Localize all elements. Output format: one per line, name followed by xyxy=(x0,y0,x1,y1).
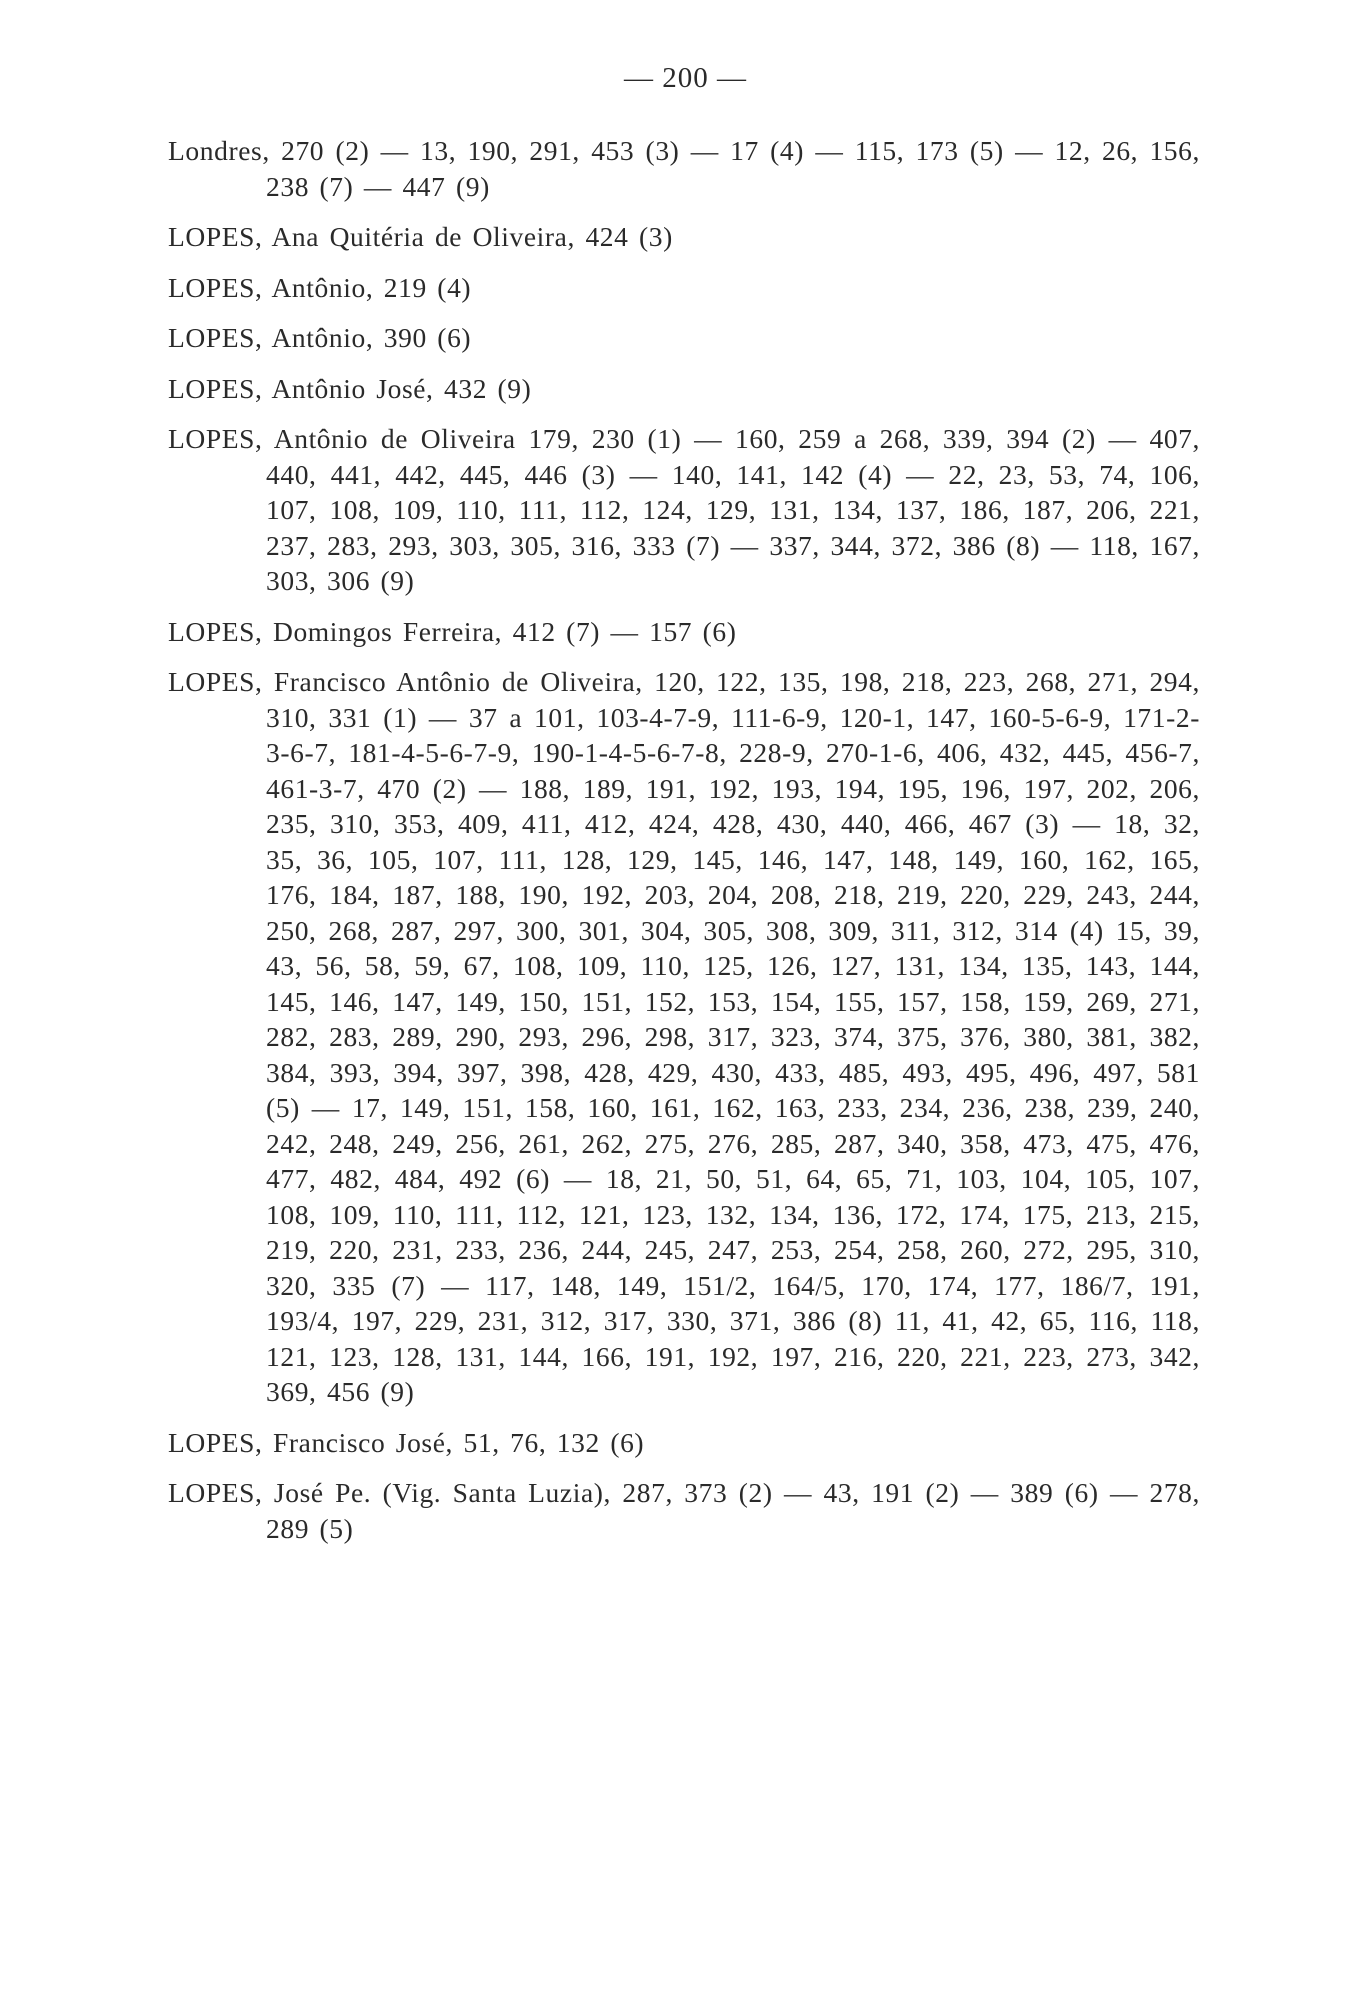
entry-references: 219 (4) xyxy=(383,271,472,303)
index-entry-lopes-ana-quiteria xyxy=(168,219,1200,255)
entry-references: 270 (2) — 13, 190, 291, 453 (3) — 17 (4) — 115, 173 (5) — 12, 26, 156, 238 (7) — 447 (9) xyxy=(266,135,1200,202)
index-entry-lopes-antonio-2 xyxy=(168,320,1200,356)
entry-references: 432 (9) xyxy=(444,372,532,404)
entry-heading: LOPES, Francisco José, xyxy=(168,1426,454,1458)
entry-heading: LOPES, Ana Quitéria de Oliveira, xyxy=(168,221,575,252)
index-entry-lopes-jose-pe xyxy=(168,1475,1200,1546)
index-entry-lopes-domingos-ferreira xyxy=(168,614,1200,650)
entry-references: 412 (7) — 157 (6) xyxy=(512,615,737,647)
index-entry-lopes-antonio-1 xyxy=(168,270,1200,306)
index-list xyxy=(168,133,1200,1561)
entry-heading: LOPES, Antônio, xyxy=(168,322,374,353)
entry-heading: LOPES, Antônio José, xyxy=(168,372,434,404)
index-entry-lopes-francisco-jose xyxy=(168,1425,1200,1461)
entry-references: 179, 230 (1) — 160, 259 a 268, 339, 394 (2) — 407, 440, 441, 442, 445, 446 (3) — 140, 141, 142 (4) — 22, 23, 53, 74, 106, 107, 108, 109, 110, 111, 112, 124, 129, 131, 134, 137, 186, 187, 206, 221, 237, 283, 293, 303, 305, 316, 333 (7) — 337, 344, 372, 386 (8) — 118, 167, 303, 306 (9) xyxy=(266,423,1201,596)
entry-references: 390 (6) xyxy=(383,322,472,353)
entry-heading: LOPES, Domingos Ferreira, xyxy=(168,615,503,647)
entry-heading: Londres, xyxy=(168,135,270,166)
page-number: — 200 — xyxy=(624,62,747,94)
entry-references: 120, 122, 135, 198, 218, 223, 268, 271, 294, 310, 331 (1) — 37 a 101, 103-4-7-9, 111-6-9, 120-1, 147, 160-5-6-9, 171-2-3-6-7, 181-4-5-6-7-9, 190-1-4-5-6-7-8, 228-9, 270-1-6, 406, 432, 445, 456-7, 461-3-7, 470 (2) — 188, 189, 191, 192, 193, 194, 195, 196, 197, 202, 206, 235, 310, 353, 409, 411, 412, 424, 428, 430, 440, 466, 467 (3) — 18, 32, 35, 36, 105, 107, 111, 128, 129, 145, 146, 147, 148, 149, 160, 162, 165, 176, 184, 187, 188, 190, 192, 203, 204, 208, 218, 219, 220, 229, 243, 244, 250, 268, 287, 297, 300, 301, 304, 305, 308, 309, 311, 312, 314 (4) 15, 39, 43, 56, 58, 59, 67, 108, 109, 110, 125, 126, 127, 131, 134, 135, 143, 144, 145, 146, 147, 149, 150, 151, 152, 153, 154, 155, 157, 158, 159, 269, 271, 282, 283, 289, 290, 293, 296, 298, 317, 323, 374, 375, 376, 380, 381, 382, 384, 393, 394, 397, 398, 428, 429, 430, 433, 485, 493, 495, 496, 497, 581 (5) — 17, 149, 151, 158, 160, 161, 162, 163, 233, 234, 236, 238, 239, 240, 242, 248, 249, 256, 261, 262, 275, 276, 285, 287, 340, 358, 473, 475, 476, 477, 482, 484, 492 (6) — 18, 21, 50, 51, 64, 65, 71, 103, 104, 105, 107, 108, 109, 110, 111, 112, 121, 123, 132, 134, 136, 172, 174, 175, 213, 215, 219, 220, 231, 233, 236, 244, 245, 247, 253, 254, 258, 260, 272, 295, 310, 320, 335 (7) — 117, 148, 149, 151/2, 164/5, 170, 174, 177, 186/7, 191, 193/4, 197, 229, 231, 312, 317, 330, 371, 386 (8) 11, 41, 42, 65, 116, 118, 121, 123, 128, 131, 144, 166, 191, 192, 197, 216, 220, 221, 223, 273, 342, 369, 456 (9) xyxy=(266,666,1200,1407)
entry-heading: LOPES, Antônio de Oliveira xyxy=(168,423,516,454)
entry-references: 424 (3) xyxy=(585,221,673,252)
index-entry-londres xyxy=(168,133,1200,204)
index-entry-lopes-antonio-de-oliveira xyxy=(168,421,1200,599)
index-entry-lopes-antonio-jose xyxy=(168,371,1200,407)
index-entry-lopes-francisco-antonio-de-oliveira xyxy=(168,664,1200,1410)
entry-heading: LOPES, José Pe. (Vig. Santa Luzia), xyxy=(168,1477,611,1508)
entry-heading: LOPES, Antônio, xyxy=(168,271,374,303)
entry-references: 51, 76, 132 (6) xyxy=(463,1426,645,1458)
entry-heading: LOPES, Francisco Antônio de Oliveira, xyxy=(168,666,643,697)
entry-references: 287, 373 (2) — 43, 191 (2) — 389 (6) — 278, 289 (5) xyxy=(266,1477,1200,1544)
